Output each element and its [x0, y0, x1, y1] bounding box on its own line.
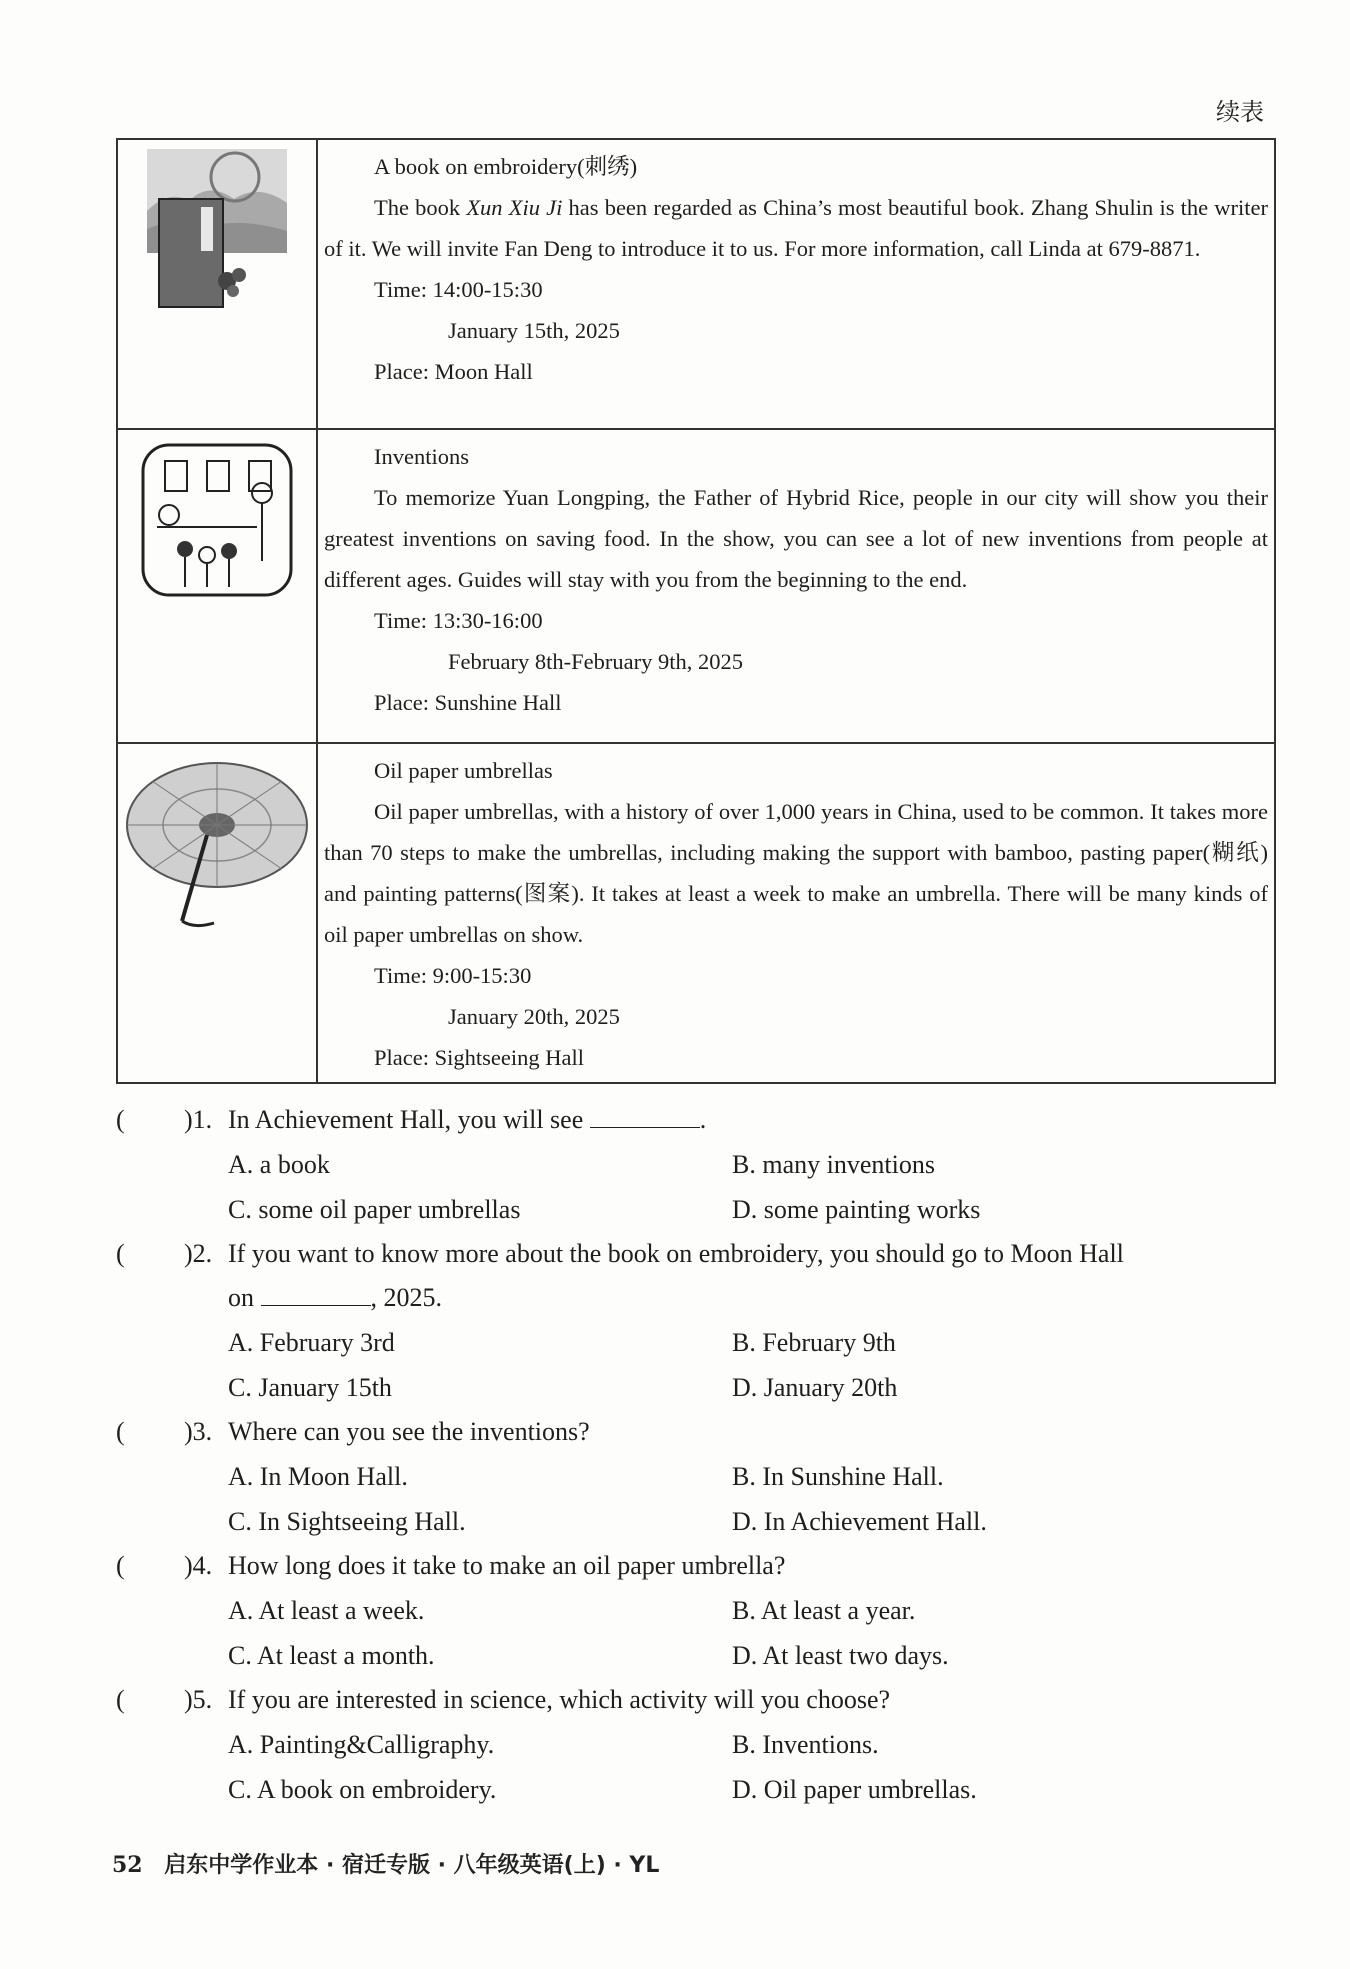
answer-blank[interactable]: [590, 1103, 700, 1128]
option-a[interactable]: A. At least a week.: [228, 1596, 425, 1625]
question-number: )5.: [184, 1685, 213, 1714]
event-time: Time: 13:30-16:00: [374, 608, 543, 633]
option-d[interactable]: D. In Achievement Hall.: [732, 1507, 987, 1536]
option-c[interactable]: C. In Sightseeing Hall.: [228, 1507, 466, 1536]
option-d[interactable]: D. Oil paper umbrellas.: [732, 1775, 977, 1804]
option-c[interactable]: C. At least a month.: [228, 1641, 435, 1670]
events-table: [116, 138, 1276, 1084]
question-text: If you are interested in science, which activity will you choose?: [228, 1685, 891, 1714]
event-title: Inventions: [374, 444, 469, 469]
option-d[interactable]: D. some painting works: [732, 1195, 981, 1224]
event-description-part: has been regarded as China’s most beautiful book. Zhang Shulin is the writer of it. We will invite Fan Deng to introduce it to us. For more information, call Linda at 679-8871.: [324, 195, 1268, 261]
event-row-inventions: [117, 429, 1275, 743]
option-c[interactable]: C. some oil paper umbrellas: [228, 1195, 521, 1224]
question-text-end: .: [699, 1105, 707, 1134]
event-row-embroidery: [117, 139, 1275, 429]
book-cover-icon: [139, 141, 295, 311]
option-d[interactable]: D. January 20th: [732, 1373, 898, 1402]
question-number: )4.: [184, 1551, 213, 1580]
book-title: 启东中学作业本 · 宿迁专版 · 八年级英语(上) · YL: [164, 1853, 660, 1878]
question-5: [116, 1678, 1276, 1812]
question-number: )3.: [184, 1417, 213, 1446]
page-footer: [112, 1848, 659, 1879]
questions-section: [116, 1098, 1276, 1812]
option-a[interactable]: A. In Moon Hall.: [228, 1462, 408, 1491]
event-description-part: The book: [374, 195, 467, 220]
umbrella-icon: [122, 745, 312, 935]
event-title: A book on embroidery(刺绣): [374, 154, 638, 179]
question-text: If you want to know more about the book on embroidery, you should go to Moon Hall: [228, 1239, 1124, 1268]
option-b[interactable]: B. February 9th: [732, 1328, 896, 1357]
event-time: Time: 9:00-15:30: [374, 963, 532, 988]
event-time: Time: 14:00-15:30: [374, 277, 543, 302]
question-number: )2.: [184, 1239, 213, 1268]
page-number: 52: [112, 1852, 143, 1878]
answer-paren[interactable]: (: [116, 1417, 125, 1446]
event-date: January 20th, 2025: [448, 1004, 620, 1029]
option-b[interactable]: B. Inventions.: [732, 1730, 879, 1759]
book-name: Xun Xiu Ji: [466, 195, 563, 220]
question-text: Where can you see the inventions?: [228, 1417, 590, 1446]
event-description: Oil paper umbrellas, with a history of over 1,000 years in China, used to be common. It takes more than 70 steps to make the umbrellas, including making the support with bamboo, pasting paper(糊纸) and painting patterns(图案). It takes at least a week to make an umbrella. There will be many kinds of oil paper umbrellas on show.: [324, 799, 1268, 947]
event-date: January 15th, 2025: [448, 318, 620, 343]
question-text-cont: on: [228, 1283, 261, 1312]
event-date: February 8th-February 9th, 2025: [448, 649, 743, 674]
question-number: )1.: [184, 1105, 213, 1134]
question-text: How long does it take to make an oil paper umbrella?: [228, 1551, 786, 1580]
answer-paren[interactable]: (: [116, 1685, 125, 1714]
question-text: In Achievement Hall, you will see: [228, 1105, 590, 1134]
option-c[interactable]: C. A book on embroidery.: [228, 1775, 497, 1804]
continued-label: 续表: [1216, 98, 1264, 126]
event-place: Place: Moon Hall: [374, 359, 533, 384]
event-description: [324, 187, 1268, 269]
option-d[interactable]: D. At least two days.: [732, 1641, 949, 1670]
event-title: Oil paper umbrellas: [374, 758, 553, 783]
option-a[interactable]: A. February 3rd: [228, 1328, 395, 1357]
option-b[interactable]: B. At least a year.: [732, 1596, 916, 1625]
question-3: [116, 1410, 1276, 1544]
option-b[interactable]: B. many inventions: [732, 1150, 935, 1179]
answer-paren[interactable]: (: [116, 1239, 125, 1268]
option-a[interactable]: A. a book: [228, 1150, 330, 1179]
question-text-end: , 2025.: [370, 1283, 442, 1312]
event-description: To memorize Yuan Longping, the Father of Hybrid Rice, people in our city will show you their greatest inventions on saving food. In the show, you can see a lot of new inventions from people at different ages. Guides will stay with you from the beginning to the end.: [324, 485, 1268, 592]
answer-paren[interactable]: (: [116, 1105, 125, 1134]
question-2: [116, 1232, 1276, 1410]
question-1: [116, 1098, 1276, 1232]
exhibition-sketch-icon: [137, 431, 297, 601]
option-b[interactable]: B. In Sunshine Hall.: [732, 1462, 944, 1491]
answer-paren[interactable]: (: [116, 1551, 125, 1580]
event-place: Place: Sightseeing Hall: [374, 1045, 584, 1070]
option-c[interactable]: C. January 15th: [228, 1373, 392, 1402]
option-a[interactable]: A. Painting&Calligraphy.: [228, 1730, 495, 1759]
event-row-umbrellas: [117, 743, 1275, 1083]
answer-blank[interactable]: [261, 1281, 371, 1306]
event-place: Place: Sunshine Hall: [374, 690, 562, 715]
question-4: [116, 1544, 1276, 1678]
